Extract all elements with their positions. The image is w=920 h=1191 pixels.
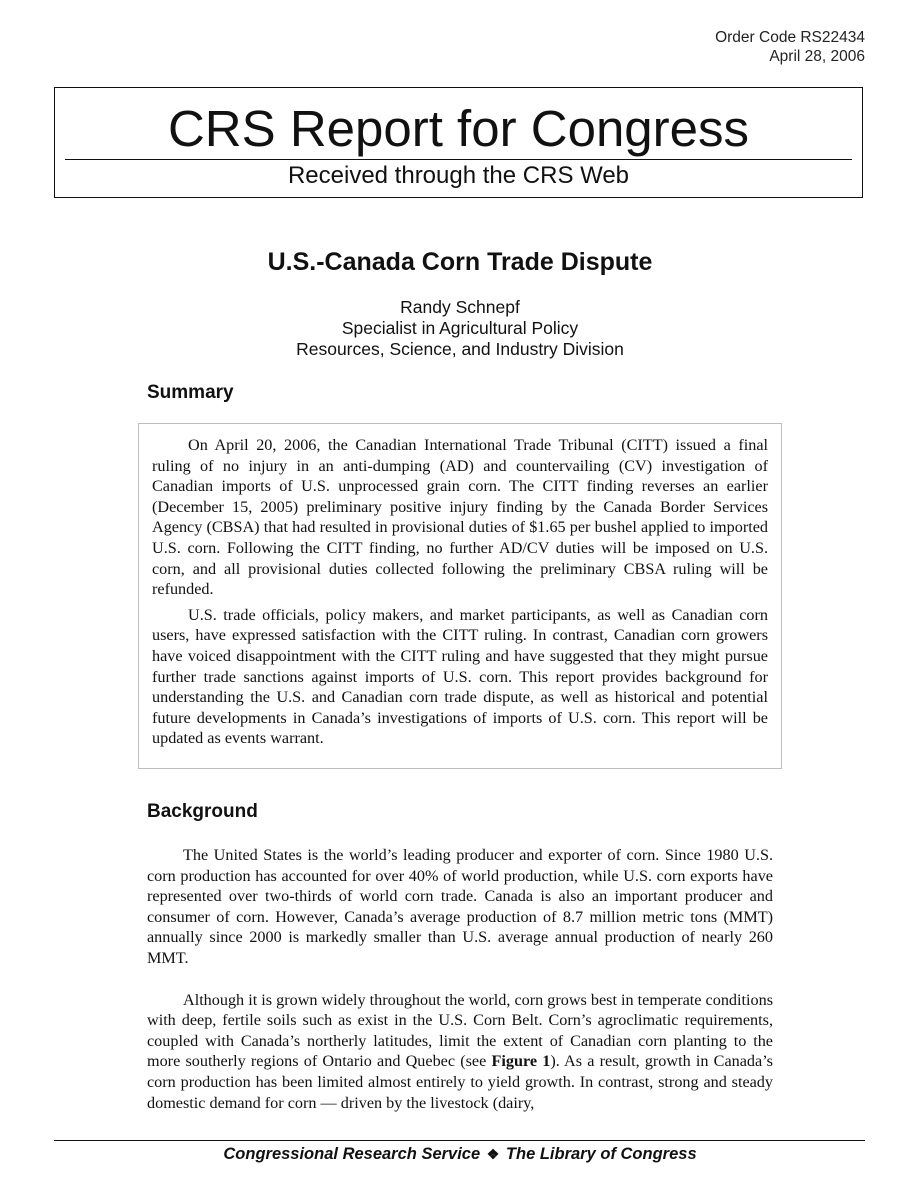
background-paragraph-2-start: Although it is grown widely throughout the world, corn grows best in temperate conditions with deep, fertile soils such as exist in the U.S. Corn Belt. Corn’s agroclimatic requirements, coupled with Canada’s northerly latitudes, limit the extent of Canadian corn planting to the more southerly regions of Ontario and Quebec (see (147, 990, 773, 1071)
page-footer (0, 1143, 920, 1165)
banner-title: CRS Report for Congress (167, 100, 750, 157)
report-date: April 28, 2006 (769, 48, 865, 65)
banner-divider (65, 159, 852, 160)
banner-subtitle: Received through the CRS Web (287, 162, 630, 189)
background-paragraph-2 (147, 990, 773, 1114)
background-heading: Background (147, 801, 258, 822)
author-title: Specialist in Agricultural Policy (341, 318, 579, 338)
summary-box (138, 423, 782, 769)
order-code: Order Code RS22434 (715, 29, 865, 46)
order-info (565, 28, 865, 66)
summary-heading: Summary (147, 382, 234, 403)
diamond-separator-icon: ❖ (486, 1146, 500, 1162)
summary-paragraph-1: On April 20, 2006, the Canadian International Trade Tribunal (CITT) issued a final ruling of no injury in an anti-dumping (AD) and countervailing (CV) investigation of Canadian imports of U.S. unprocessed grain corn. The CITT finding reverses an earlier (December 15, 2005) preliminary positive injury finding by the Canada Border Services Agency (CBSA) that had resulted in provisional duties of $1.65 per bushel applied to imported U.S. corn. Following the CITT finding, no further AD/CV duties will be imposed on U.S. corn, and all provisional duties collected following the preliminary CBSA ruling will be refunded. (152, 436, 768, 599)
background-paragraph-2-end: ). As a result, growth in Canada’s corn production has been limited almost entirely to yield growth. In contrast, strong and steady domestic demand for corn — driven by the livestock (dairy, (147, 1052, 773, 1112)
footer-library: The Library of Congress (505, 1145, 697, 1163)
footer-divider (54, 1140, 865, 1141)
footer-crs: Congressional Research Service (223, 1145, 481, 1163)
background-paragraph-1: The United States is the world’s leading producer and exporter of corn. Since 1980 U.S. corn production has accounted for over 40% of world production, while U.S. corn exports have represented over two-thirds of world corn trade. Canada is also an important producer and consumer of corn. However, Canada’s average production of 8.7 million metric tons (MMT) annually since 2000 is markedly smaller than U.S. average annual production of nearly 260 MMT. (147, 846, 773, 967)
author-block (0, 297, 920, 360)
author-division: Resources, Science, and Industry Division (296, 339, 624, 359)
report-title: U.S.-Canada Corn Trade Dispute (267, 248, 653, 276)
crs-banner (54, 87, 863, 198)
author-name: Randy Schnepf (400, 297, 520, 317)
figure-1-reference: Figure 1 (491, 1052, 551, 1071)
background-body (147, 845, 773, 1113)
summary-paragraph-2: U.S. trade officials, policy makers, and market participants, as well as Canadian corn users, have expressed satisfaction with the CITT ruling. In contrast, Canadian corn growers have voiced disappointment with the CITT ruling and have suggested that they might pursue further trade sanctions against imports of U.S. corn. This report provides background for understanding the U.S. and Canadian corn trade dispute, as well as historical and potential future developments in Canada’s investigations of imports of U.S. corn. This report will be updated as events warrant. (152, 605, 768, 748)
